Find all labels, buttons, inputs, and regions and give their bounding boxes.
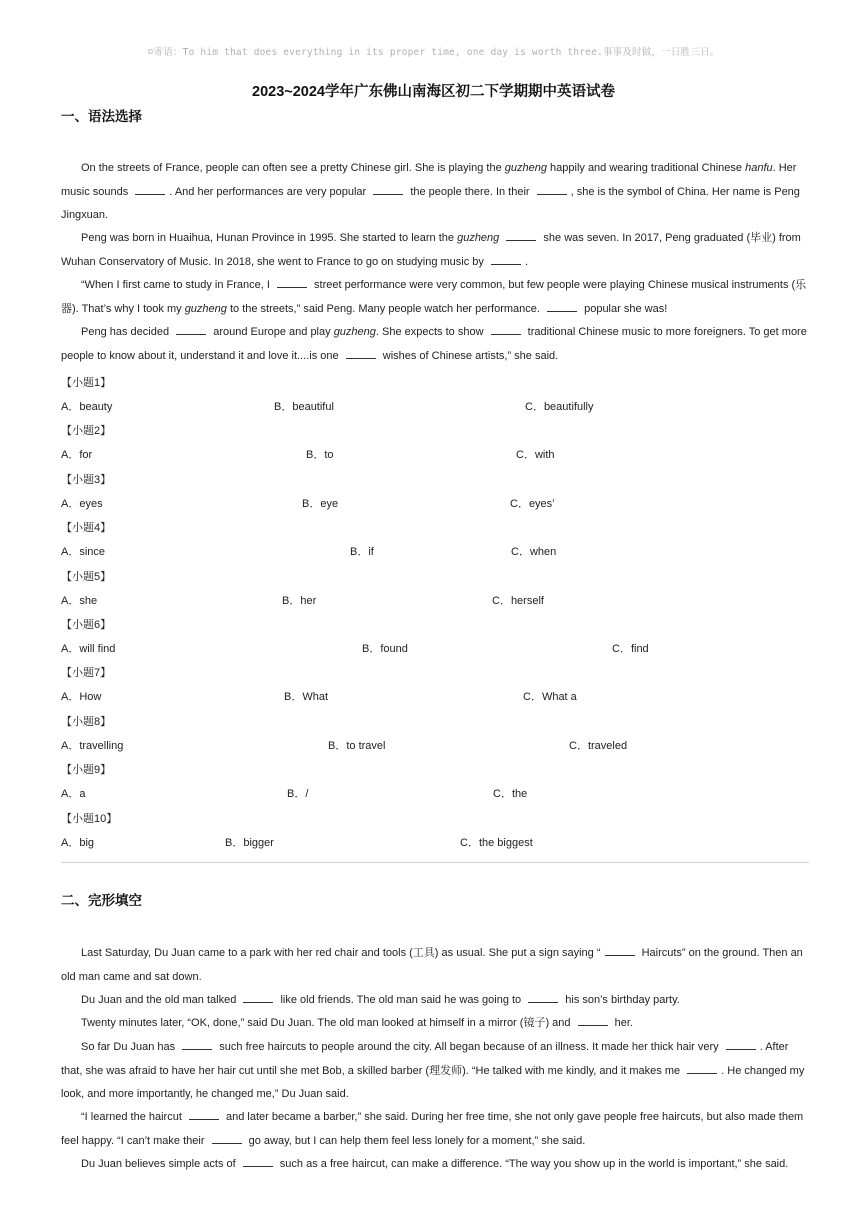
section-heading-cloze: 二、完形填空 bbox=[61, 893, 142, 909]
answer-blank[interactable] bbox=[547, 299, 577, 312]
cloze-paragraph-5: “I learned the haircut and later became a barber,” she said. During her free time, she not only gave people free haircuts, but also made them feel happy. “I can’t make their go away, but I can help them feel less lonely for a moment,” she said. bbox=[61, 1106, 811, 1153]
cloze-paragraph-3: Twenty minutes later, “OK, done,” said Du Juan. The old man looked at himself in a mirror (镜子) and her. bbox=[61, 1012, 811, 1036]
cloze-paragraph-4: So far Du Juan has such free haircuts to people around the city. All began because of an illness. It made her thick hair very . After that, she was afraid to have her hair cut until she met Bob, a skilled barber (理发师). “He talked with me kindly, and it makes me . He changed my look, and more importantly, he changed me,” Du Juan said. bbox=[61, 1036, 811, 1107]
answer-blank[interactable] bbox=[491, 322, 521, 335]
grammar-paragraph-2: Peng was born in Huaihua, Hunan Province in 1995. She started to learn the guzheng she was seven. In 2017, Peng graduated (毕业) from Wuhan Conservatory of Music. In 2018, she went to France to go on studying music by . bbox=[61, 227, 811, 274]
question-1-option-c[interactable]: C．beautifully bbox=[525, 401, 594, 413]
question-2-option-a[interactable]: A．for bbox=[61, 449, 93, 462]
question-7-option-a[interactable]: A．How bbox=[61, 691, 102, 704]
question-7-option-c[interactable]: C．What a bbox=[523, 691, 577, 704]
question-5-option-b[interactable]: B．her bbox=[282, 594, 317, 607]
answer-blank[interactable] bbox=[277, 275, 307, 288]
question-label-9: 【小题9】 bbox=[61, 764, 112, 777]
answer-blank[interactable] bbox=[687, 1061, 717, 1074]
grammar-paragraph-3: “When I first came to study in France, I street performance were very common, but few people were playing Chinese musical instruments (乐器). That’s why I took my guzheng to the streets,” said Peng. Many people watch her performance. popular she was! bbox=[61, 274, 811, 321]
question-2-option-b[interactable]: B．to bbox=[306, 449, 334, 462]
section-heading-grammar: 一、语法选择 bbox=[61, 109, 142, 125]
answer-blank[interactable] bbox=[176, 322, 206, 335]
answer-blank[interactable] bbox=[182, 1037, 212, 1050]
question-8-option-a[interactable]: A．travelling bbox=[61, 739, 124, 752]
question-10-option-b[interactable]: B．bigger bbox=[225, 836, 274, 849]
italic-term: hanfu bbox=[745, 162, 773, 174]
question-3-option-c[interactable]: C．eyes’ bbox=[510, 497, 555, 510]
question-label-10: 【小题10】 bbox=[61, 812, 118, 825]
page-title: 2023~2024学年广东佛山南海区初二下学期期中英语试卷 bbox=[252, 84, 615, 100]
italic-term: guzheng bbox=[333, 326, 376, 338]
question-label-6: 【小题6】 bbox=[61, 619, 112, 631]
question-8-option-b[interactable]: B．to travel bbox=[328, 739, 386, 752]
answer-blank[interactable] bbox=[212, 1131, 242, 1144]
question-4-option-a[interactable]: A．since bbox=[61, 546, 106, 559]
question-label-1: 【小题1】 bbox=[61, 377, 112, 389]
question-9-option-b[interactable]: B．/ bbox=[287, 788, 309, 801]
question-7-option-b[interactable]: B．What bbox=[284, 691, 329, 704]
answer-blank[interactable] bbox=[605, 943, 635, 956]
cloze-paragraph-2: Du Juan and the old man talked like old friends. The old man said he was going to his son’s birthday party. bbox=[61, 989, 811, 1013]
answer-blank[interactable] bbox=[491, 252, 521, 265]
answer-blank[interactable] bbox=[135, 182, 165, 195]
italic-term: guzheng bbox=[184, 302, 227, 315]
question-9-option-c[interactable]: C．the bbox=[493, 788, 528, 801]
answer-blank[interactable] bbox=[346, 346, 376, 359]
question-10-option-c[interactable]: C．the biggest bbox=[460, 836, 533, 849]
answer-blank[interactable] bbox=[506, 228, 536, 241]
answer-blank[interactable] bbox=[373, 182, 403, 195]
question-label-4: 【小题4】 bbox=[61, 522, 112, 535]
question-4-option-b[interactable]: B．if bbox=[350, 546, 374, 559]
answer-blank[interactable] bbox=[243, 990, 273, 1003]
question-label-8: 【小题8】 bbox=[61, 715, 112, 728]
question-2-option-c[interactable]: C．with bbox=[516, 449, 555, 462]
section-divider bbox=[61, 862, 809, 863]
answer-blank[interactable] bbox=[189, 1107, 219, 1120]
grammar-paragraph-1: On the streets of France, people can often see a pretty Chinese girl. She is playing the guzheng happily and wearing traditional Chinese hanfu. Her music sounds . And her performances are very popular the people there. In their , she is the symbol of China. Her name is Peng Jingxuan. bbox=[61, 162, 800, 221]
question-8-option-c[interactable]: C．traveled bbox=[569, 739, 628, 752]
cloze-paragraph-6: Du Juan believes simple acts of such as a free haircut, can make a difference. “The way you show up in the world is important,” she said. bbox=[61, 1153, 811, 1177]
question-6-option-b[interactable]: B．found bbox=[362, 643, 408, 655]
question-9-option-a[interactable]: A．a bbox=[61, 788, 86, 801]
answer-blank[interactable] bbox=[243, 1154, 273, 1167]
answer-blank[interactable] bbox=[578, 1013, 608, 1026]
grammar-paragraph-4: Peng has decided around Europe and play guzheng. She expects to show traditional Chinese music to more foreigners. To get more people to know about it, understand it and love it....is one wishes of Chinese artists,” she said. bbox=[61, 321, 811, 368]
question-label-5: 【小题5】 bbox=[61, 570, 112, 583]
question-3-option-a[interactable]: A．eyes bbox=[61, 497, 103, 510]
question-label-3: 【小题3】 bbox=[61, 473, 112, 486]
motto-banner: ☺寄语：To him that does everything in its proper time, one day is worth three.事事及时做，一日胜三日。 bbox=[147, 47, 720, 58]
question-5-option-c[interactable]: C．herself bbox=[492, 594, 544, 607]
question-4-option-c[interactable]: C．when bbox=[511, 546, 557, 559]
italic-term: guzheng bbox=[504, 162, 547, 174]
question-6-option-a[interactable]: A．will find bbox=[61, 643, 116, 655]
question-5-option-a[interactable]: A．she bbox=[61, 594, 98, 607]
question-10-option-a[interactable]: A．big bbox=[61, 836, 95, 849]
question-1-option-a[interactable]: A．beauty bbox=[61, 401, 113, 413]
italic-term: guzheng bbox=[457, 232, 500, 244]
answer-blank[interactable] bbox=[726, 1037, 756, 1050]
cloze-paragraph-1: Last Saturday, Du Juan came to a park with her red chair and tools (工具) as usual. She put a sign saying “ Haircuts” on the ground. Then an old man came and sat down. bbox=[61, 942, 811, 989]
question-label-2: 【小题2】 bbox=[61, 425, 112, 438]
question-1-option-b[interactable]: B．beautiful bbox=[274, 401, 334, 413]
question-6-option-c[interactable]: C．find bbox=[612, 643, 649, 655]
question-3-option-b[interactable]: B．eye bbox=[302, 497, 339, 510]
answer-blank[interactable] bbox=[528, 990, 558, 1003]
question-label-7: 【小题7】 bbox=[61, 667, 112, 680]
answer-blank[interactable] bbox=[537, 182, 567, 195]
